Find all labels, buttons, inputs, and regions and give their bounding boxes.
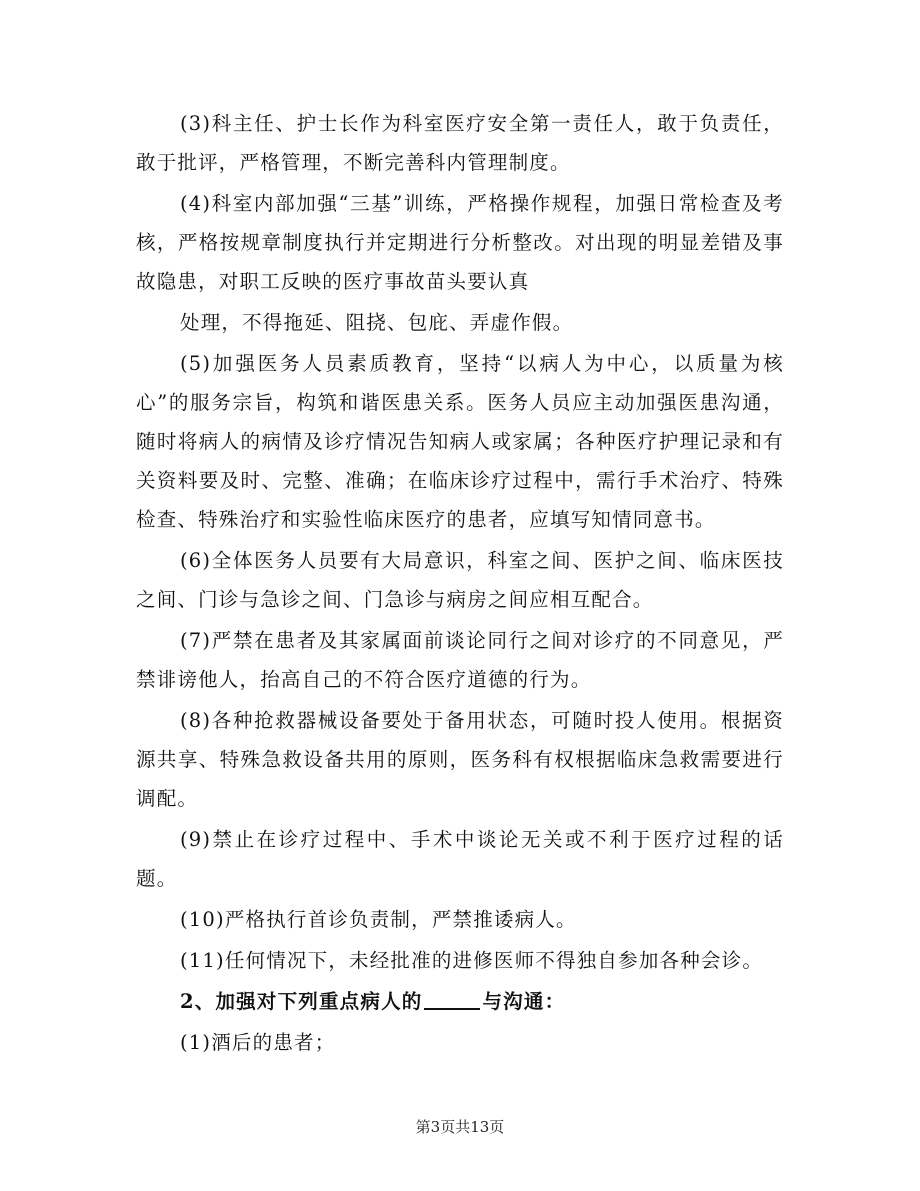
- list-item-1: (1)酒后的患者；: [180, 1031, 336, 1054]
- section-heading-text: 2、加强对下列重点病人的: [180, 990, 423, 1013]
- page-number-footer: 第3页共13页: [415, 1118, 505, 1136]
- paragraph-item-7: (7)严禁在患者及其家属面前谈论同行之间对诊疗的不同意见，严禁诽谤他人，抬高自己的不符合医疗道德的行为。: [136, 629, 784, 691]
- paragraph-item-5: (5)加强医务人员素质教育，坚持“以病人为中心，以质量为核心”的服务宗旨，构筑和谐医患关系。医务人员应主动加强医患沟通，随时将病人的病情及诊疗情况告知病人或家属；各种医疗护理记录和有关资料要及时、完整、准确；在临床诊疗过程中，需行手术治疗、特殊检查、特殊治疗和实验性临床医疗的患者，应填写知情同意书。: [136, 352, 784, 531]
- paragraph-item-4-continued: 处理，不得拖延、阻挠、包庇、弄虚作假。: [180, 311, 574, 334]
- paragraph-item-8: (8)各种抢救器械设备要处于备用状态，可随时投人使用。根据资源共享、特殊急救设备共用的原则，医务科有权根据临床急救需要进行调配。: [136, 709, 784, 810]
- section-heading: [136, 982, 784, 1021]
- paragraph-item-10: (10)严格执行首诊负责制，严禁推诿病人。: [180, 908, 577, 931]
- paragraph-item-3: (3)科主任、护士长作为科室医疗安全第一责任人，敢于负责任，敢于批评，严格管理，不断完善科内管理制度。: [136, 112, 784, 174]
- paragraph-item-6: (6)全体医务人员要有大局意识，科室之间、医护之间、临床医技之间、门诊与急诊之间、门急诊与病房之间应相互配合。: [136, 549, 784, 611]
- paragraph-item-9: (9)禁止在诊疗过程中、手术中谈论无关或不利于医疗过程的话题。: [136, 828, 784, 890]
- fill-in-blank: [424, 988, 480, 1010]
- paragraph-item-11: (11)任何情况下，未经批准的进修医师不得独自参加各种会诊。: [180, 949, 764, 972]
- paragraph-item-4: (4)科室内部加强“三基”训练，严格操作规程，加强日常检查及考核，严格按规章制度执行并定期进行分析整改。对出现的明显差错及事故隐患，对职工反映的医疗事故苗头要认真: [136, 192, 784, 293]
- document-body: [136, 104, 784, 1064]
- section-heading-text-end: 与沟通：: [482, 990, 566, 1013]
